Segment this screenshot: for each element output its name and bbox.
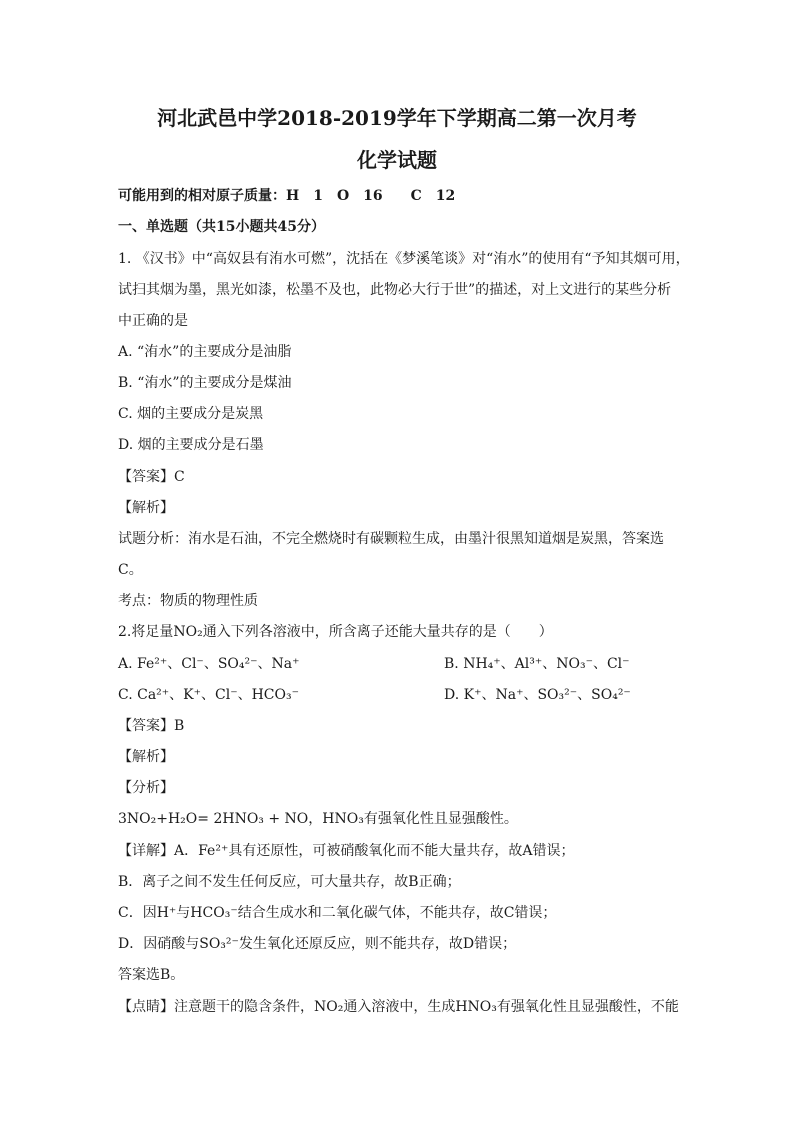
- section-heading: 一、单选题（共15小题共45分）: [118, 219, 325, 235]
- q1-answer: 【答案】C: [118, 469, 185, 485]
- q1-option-a: A. “洧水”的主要成分是油脂: [118, 344, 292, 360]
- q1-option-b: B. “洧水”的主要成分是煤油: [118, 375, 292, 391]
- q2-detail-a: 【详解】A．Fe²⁺具有还原性，可被硝酸氧化而不能大量共存，故A错误；: [118, 843, 575, 859]
- q2-stem: 2.将足量NO₂通入下列各溶液中，所含离子还能大量共存的是（ ）: [118, 624, 553, 640]
- q2-option-c: C. Ca²⁺、K⁺、Cl⁻、HCO₃⁻: [118, 687, 300, 703]
- q2-detail-d: D．因硝酸与SO₃²⁻发生氧化还原反应，则不能共存，故D错误；: [118, 936, 517, 952]
- q2-option-b: B. NH₄⁺、Al³⁺、NO₃⁻、Cl⁻: [444, 656, 630, 672]
- q2-fenxi-text: 3NO₂+H₂O= 2HNO₃ + NO，HNO₃有强氧化性且显强酸性。: [118, 811, 518, 827]
- q1-stem-line3: 中正确的是: [118, 313, 188, 329]
- q1-kaodian: 考点：物质的物理性质: [118, 593, 258, 609]
- q2-detail-b: B．离子之间不发生任何反应，可大量共存，故B正确；: [118, 874, 461, 890]
- q2-conclusion: 答案选B。: [118, 967, 185, 983]
- q1-analysis-label: 【解析】: [118, 500, 174, 516]
- q2-analysis-label: 【解析】: [118, 749, 174, 765]
- q1-analysis-line2: C。: [118, 562, 143, 578]
- q2-dianjing: 【点睛】注意题干的隐含条件，NO₂通入溶液中，生成HNO₃有强氧化性且显强酸性，不能: [118, 999, 679, 1015]
- q1-option-d: D. 烟的主要成分是石墨: [118, 437, 264, 453]
- q1-option-c: C. 烟的主要成分是炭黑: [118, 406, 264, 422]
- atomic-mass-note: 可能用到的相对原子质量：H 1 O 16 C 12: [118, 188, 456, 204]
- q1-analysis-line1: 试题分析：洧水是石油，不完全燃烧时有碳颗粒生成，由墨汁很黑知道烟是炭黑，答案选: [118, 531, 664, 547]
- q2-fenxi-label: 【分析】: [118, 780, 174, 796]
- q2-option-d: D. K⁺、Na⁺、SO₃²⁻、SO₄²⁻: [444, 687, 631, 703]
- q1-stem-line2: 试扫其烟为墨，黑光如漆，松墨不及也，此物必大行于世”的描述，对上文进行的某些分析: [118, 282, 672, 298]
- q2-option-a: A. Fe²⁺、Cl⁻、SO₄²⁻、Na⁺: [118, 656, 300, 672]
- page-title: 河北武邑中学2018-2019学年下学期高二第一次月考: [157, 106, 637, 130]
- q1-stem-line1: 1. 《汉书》中“高奴县有洧水可燃”，沈括在《梦溪笔谈》对“洧水”的使用有“予知其烟可用，: [118, 251, 690, 267]
- page-subtitle: 化学试题: [357, 148, 437, 172]
- q2-detail-c: C．因H⁺与HCO₃⁻结合生成水和二氧化碳气体，不能共存，故C错误；: [118, 905, 557, 921]
- q2-answer: 【答案】B: [118, 718, 185, 734]
